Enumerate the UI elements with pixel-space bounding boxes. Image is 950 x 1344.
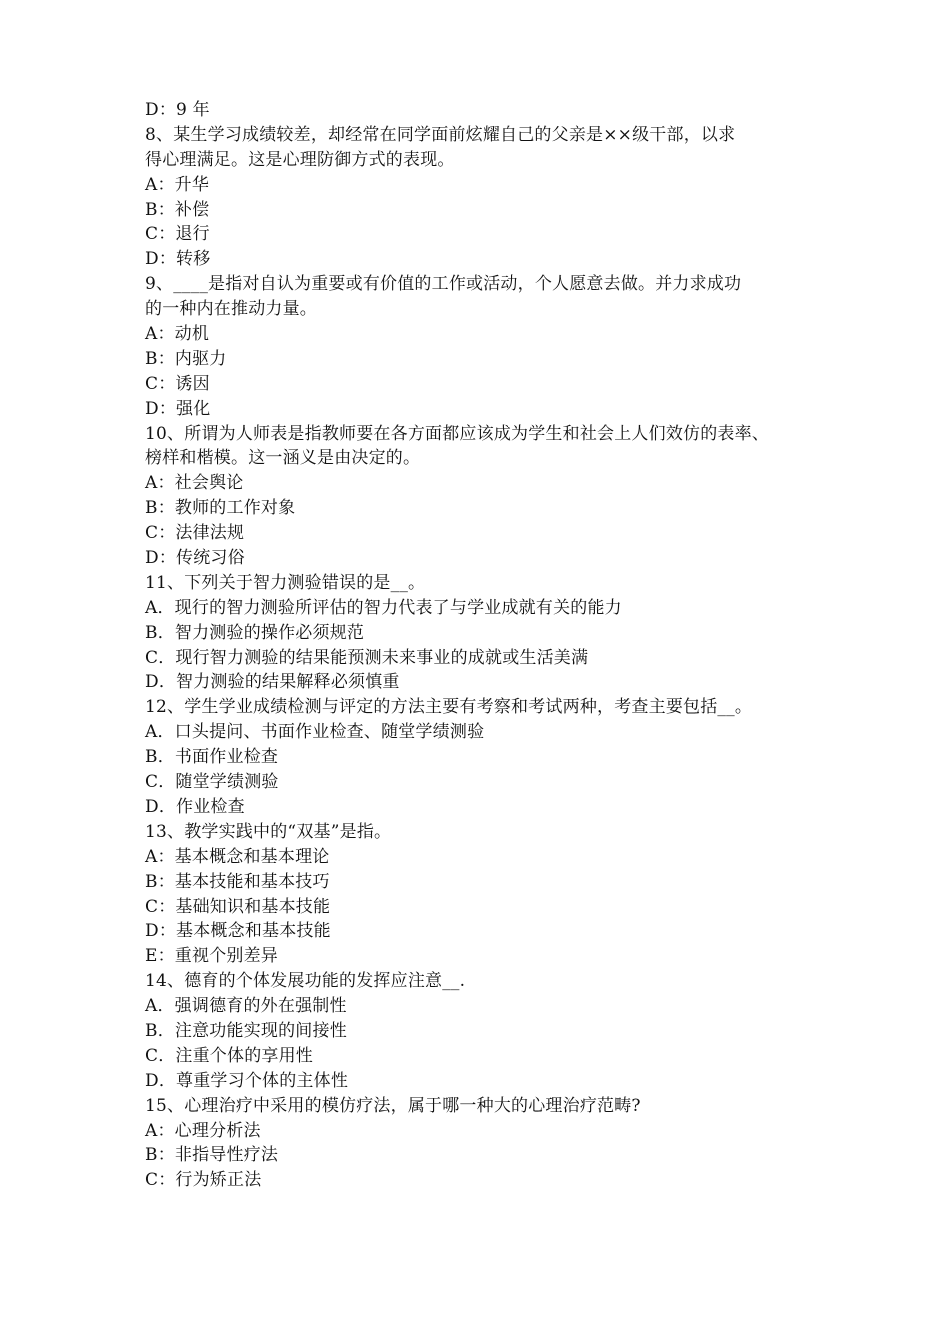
document-body: [145, 98, 825, 1193]
text-line: C：退行: [145, 224, 210, 245]
text-line: B．智力测验的操作必须规范: [145, 622, 365, 643]
text-line: C：诱因: [145, 373, 210, 394]
text-line: 10、所谓为人师表是指教师要在各方面都应该成为学生和社会上人们效仿的表率、: [145, 423, 770, 444]
text-line: 14、德育的个体发展功能的发挥应注意__.: [145, 971, 466, 992]
text-line: D：传统习俗: [145, 548, 245, 569]
text-line: A．强调德育的外在强制性: [145, 996, 347, 1017]
text-line: 13、教学实践中的“双基”是指。: [145, 821, 392, 842]
text-line: C：法律法规: [145, 523, 245, 544]
text-line: A．口头提问、书面作业检查、随堂学绩测验: [145, 722, 485, 743]
text-line: D．作业检查: [145, 796, 245, 817]
text-line: B：基本技能和基本技巧: [145, 871, 330, 892]
text-line: 的一种内在推动力量。: [145, 299, 317, 320]
text-line: C：基础知识和基本技能: [145, 896, 331, 917]
text-line: D：9 年: [145, 100, 210, 120]
text-line: 11、下列关于智力测验错误的是__。: [145, 572, 426, 593]
text-line: C．注重个体的享用性: [145, 1045, 314, 1066]
text-line: 9、____是指对自认为重要或有价值的工作或活动，个人愿意去做。并力求成功: [145, 274, 742, 295]
text-line: 得心理满足。这是心理防御方式的表现。: [145, 149, 455, 170]
text-line: 8、某生学习成绩较差，却经常在同学面前炫耀自己的父亲是××级干部，以求: [145, 124, 736, 145]
text-line: A：社会舆论: [145, 473, 244, 494]
text-line: D．智力测验的结果解释必须慎重: [145, 672, 400, 693]
text-line: 榜样和楷模。这一涵义是由决定的。: [145, 448, 421, 469]
text-line: 15、心理治疗中采用的模仿疗法，属于哪一种大的心理治疗范畴?: [145, 1095, 641, 1116]
text-line: C．随堂学绩测验: [145, 772, 279, 793]
text-line: A：基本概念和基本理论: [145, 846, 330, 867]
text-line: D：转移: [145, 249, 211, 270]
text-line: D．尊重学习个体的主体性: [145, 1070, 349, 1091]
text-line: D：基本概念和基本技能: [145, 921, 331, 942]
text-line: A：升华: [145, 174, 210, 195]
text-line: D：强化: [145, 398, 211, 419]
text-line: B：非指导性疗法: [145, 1145, 279, 1166]
text-line: C：行为矫正法: [145, 1170, 262, 1191]
text-line: C．现行智力测验的结果能预测未来事业的成就或生活美满: [145, 647, 589, 668]
text-line: B：补偿: [145, 199, 210, 220]
text-line: B：内驱力: [145, 348, 227, 369]
text-line: A．现行的智力测验所评估的智力代表了与学业成就有关的能力: [145, 597, 622, 618]
text-line: A：心理分析法: [145, 1120, 261, 1141]
text-line: B．书面作业检查: [145, 747, 279, 768]
text-line: E：重视个别差异: [145, 946, 279, 967]
text-line: B：教师的工作对象: [145, 498, 296, 519]
text-line: B．注意功能实现的间接性: [145, 1020, 347, 1041]
text-line: A：动机: [145, 324, 210, 345]
text-line: 12、学生学业成绩检测与评定的方法主要有考察和考试两种，考查主要包括__。: [145, 697, 753, 718]
